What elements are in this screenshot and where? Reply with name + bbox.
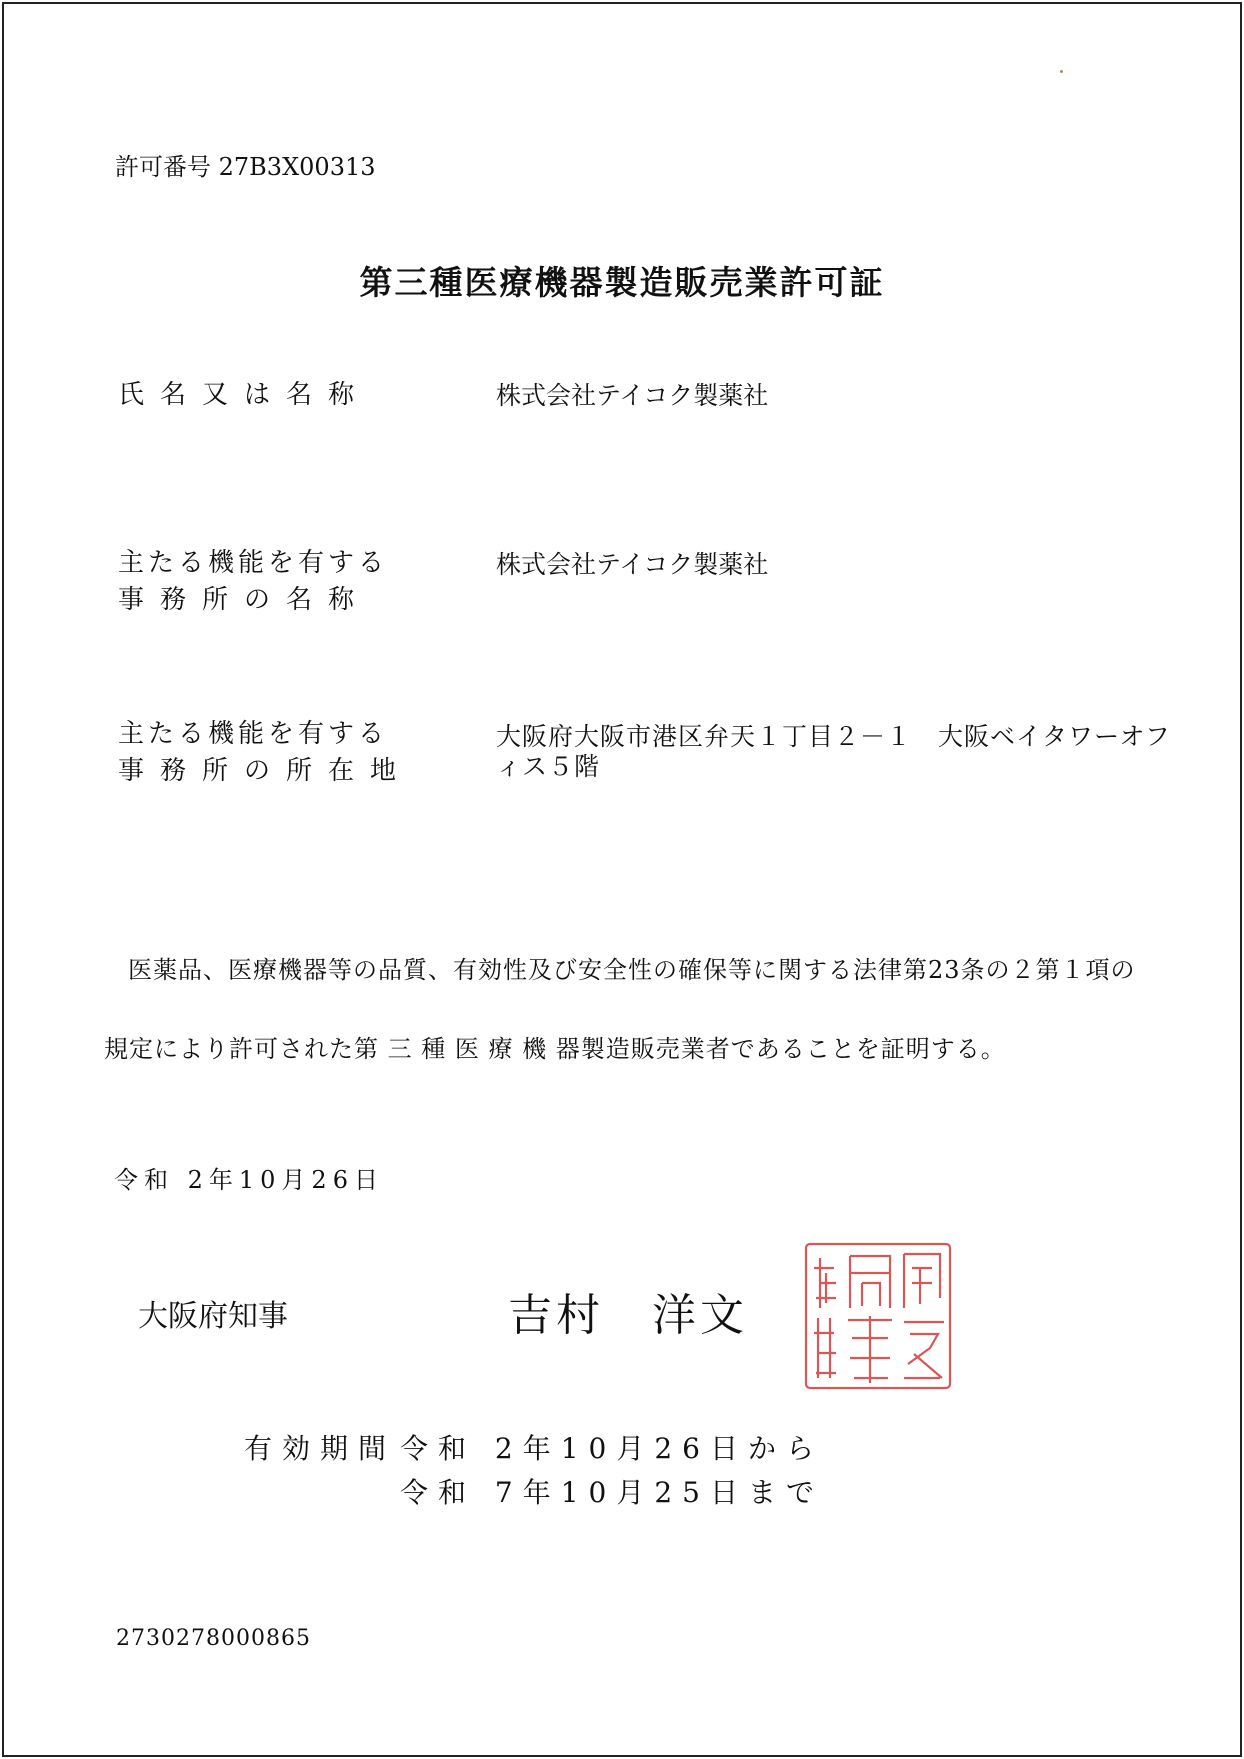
certification-text-line1: 医薬品、医療機器等の品質、有効性及び安全性の確保等に関する法律第23条の２第１項の	[128, 956, 1136, 984]
office-name-label-line2: 事務所の名称	[118, 585, 371, 615]
name-value: 株式会社テイコク製薬社	[496, 381, 769, 410]
serial-number: 2730278000865	[116, 1626, 311, 1651]
validity-from: 令和 2年10月26日から	[400, 1432, 824, 1465]
certification-text-line2: 規定により許可された第 三 種 医 療 機 器製造販売業者であることを証明する。	[104, 1035, 1006, 1063]
office-address-value: 大阪府大阪市港区弁天１丁目２－１ 大阪ベイタワーオフィス５階	[496, 722, 1171, 781]
office-address-label-line1: 主たる機能を有する	[118, 719, 389, 749]
official-seal-icon	[800, 1238, 956, 1394]
document-title: 第三種医療機器製造販売業許可証	[359, 263, 885, 302]
issuer-title: 大阪府知事	[138, 1299, 288, 1334]
name-label: 氏名又は名称	[118, 380, 371, 410]
office-name-value: 株式会社テイコク製薬社	[496, 550, 769, 579]
issue-date: 令和 2年10月26日	[114, 1166, 384, 1194]
office-address-label-line2: 事務所の所在地	[118, 756, 413, 786]
issuer-signature: 吉村 洋文	[508, 1290, 748, 1341]
validity-to: 令和 7年10月25日まで	[400, 1476, 824, 1509]
permit-number: 許可番号 27B3X00313	[115, 153, 376, 181]
office-name-label-line1: 主たる機能を有する	[118, 548, 389, 578]
validity-label: 有効期間	[244, 1432, 397, 1465]
paper-speck	[1060, 70, 1063, 73]
